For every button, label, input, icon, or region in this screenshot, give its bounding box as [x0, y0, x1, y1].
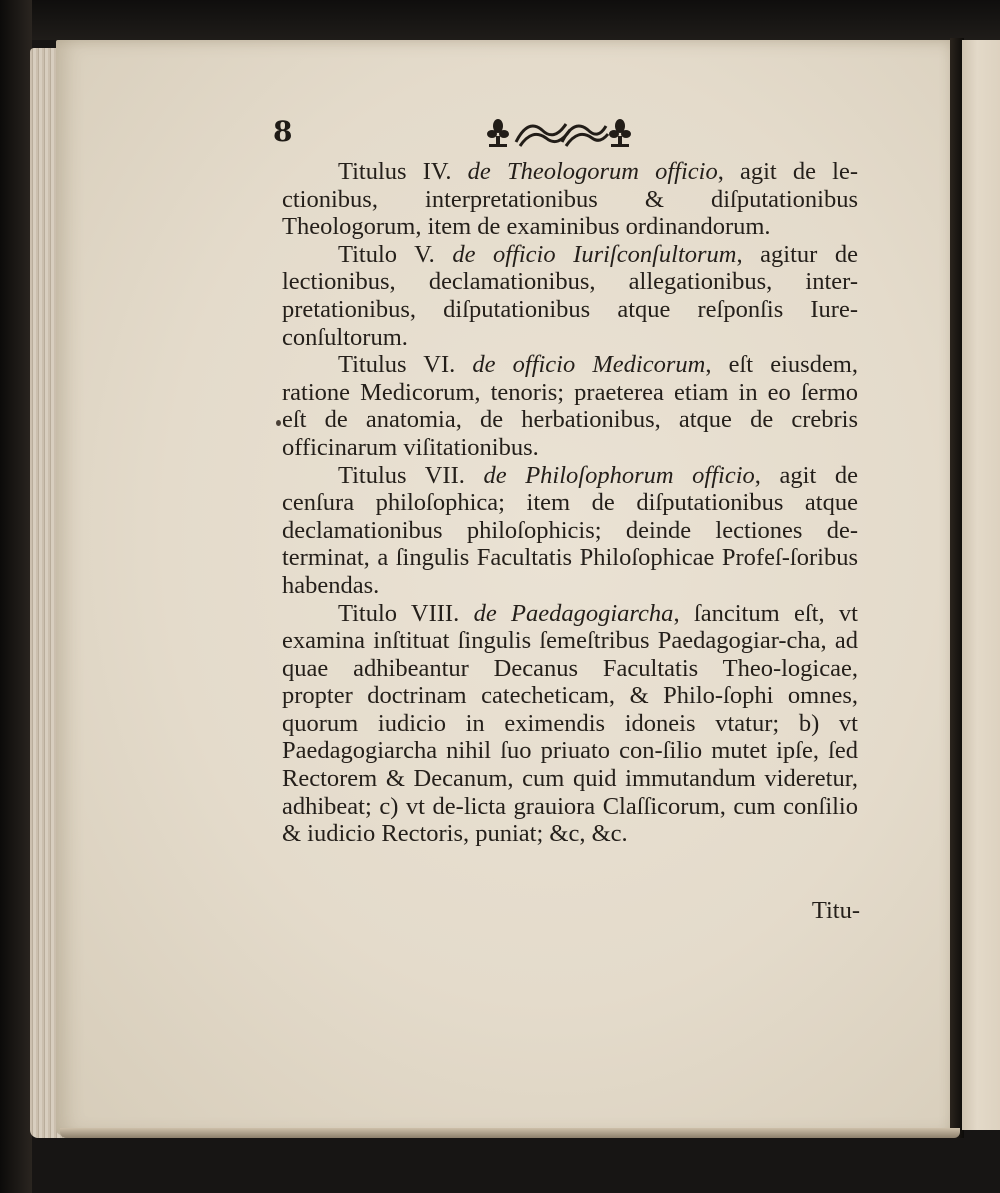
paragraph-text: , agit de le-ctionibus, interpretationibus & diſputationibus Theologorum, item de examinibus ordinandorum. [282, 158, 858, 241]
paragraph-lead: Titulo V. [338, 240, 453, 268]
paragraph-lead: Titulus IV. [338, 158, 468, 185]
paragraph-text: , ſancitum eſt, vt examina inſtituat ſingulis ſemeſtribus Paedagogiar-cha, ad quae adhibeantur Decanus Facultatis Theo-logicae, propter doctrinam catecheticam, & Philo-ſophi omnes, quorum iudicio in eximendis idoneis vtatur; b) vt Paedagogiarcha nihil ſuo priuato con-ſilio mutet ipſe, ſed Rectorem & Decanum, cum quid immutandum videretur, adhibeat; c) vt de-licta grauiora Claſſicorum, cum conſilio & iudicio Rectoris, puniat; &c, &c. [282, 599, 858, 848]
book-spine [0, 0, 32, 1193]
paragraph-text: , eſt eiusdem, ratione Medicorum, tenoris; praeterea etiam in eo ſermo eſt de anatomia, de herbationibus, atque de crebris officinarum viſitationibus. [282, 351, 858, 461]
page-number: 8 [273, 115, 293, 148]
paragraph-title: de Paedagogiarcha [473, 599, 674, 627]
paragraph-titulus-vii [282, 462, 858, 600]
facing-page-edge [962, 40, 1000, 1130]
catchword: Titu- [811, 897, 860, 924]
paragraph-text: , agit de cenſura philoſophica; item de diſputationibus atque declamationibus philoſophicis; deinde lectiones de-terminat, a ſingulis Facultatis Philoſophicae Profeſ-ſoribus habendas. [282, 461, 858, 599]
paragraph-titulo-viii [282, 600, 858, 848]
backdrop [0, 0, 1000, 40]
paragraph-lead: Titulo VIII. [338, 599, 474, 627]
floral-headpiece-icon [484, 110, 644, 154]
paragraph-text: , agitur de lectionibus, declamationibus, allegationibus, inter-pretationibus, diſputationibus atque reſponſis Iure-conſultorum. [282, 240, 858, 351]
paragraph-title: de Theologorum officio [467, 158, 718, 185]
body-text [282, 158, 858, 848]
paragraph-title: de officio Iuriſconſultorum [452, 240, 737, 268]
paragraph-lead: Titulus VI. [338, 351, 473, 379]
paragraph-titulus-vi [282, 351, 858, 461]
paragraph-titulus-iv [282, 158, 858, 241]
ink-speck [276, 420, 281, 426]
paragraph-title: de Philoſophorum officio [483, 461, 755, 489]
paragraph-titulo-v [282, 241, 858, 351]
page-bottom-edge [60, 1128, 960, 1138]
paragraph-title: de officio Medicorum [472, 351, 706, 379]
paragraph-lead: Titulus VII. [338, 461, 484, 489]
